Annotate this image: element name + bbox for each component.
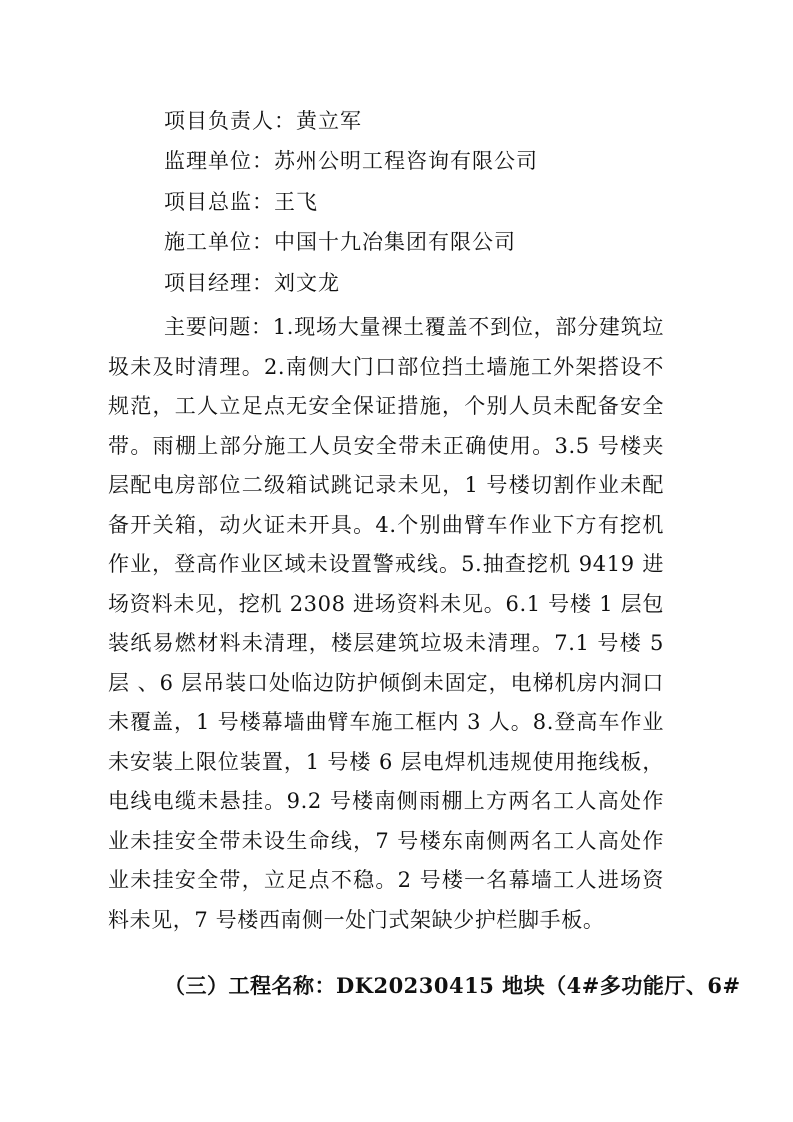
project-manager-line: 项目负责人：黄立军 (164, 109, 362, 133)
supervision-unit-line: 监理单位：苏州公明工程咨询有限公司 (164, 149, 538, 173)
section-three-heading: （三）工程名称：DK20230415 地块（4#多功能厅、6# (164, 973, 741, 998)
construction-unit-line: 施工单位：中国十九冶集团有限公司 (164, 230, 516, 254)
main-issues-paragraph: 主要问题：1.现场大量裸土覆盖不到位，部分建筑垃圾未及时清理。2.南侧大门口部位挡土墙施工外架搭设不规范，工人立足点无安全保证措施，个别人员未配备安全带。雨棚上部分施工人员安全带未正确使用。3.5 号楼夹层配电房部位二级箱试跳记录未见，1 号楼切割作业未配备开关箱，动火证未开具。4.个别曲臂车作业下方有挖机作业，登高作业区域未设置警戒线。5.抽查挖机 9419 进场资料未见，挖机 2308 进场资料未见。6.1 号楼 1 层包装纸易燃材料未清理，楼层建筑垃圾未清理。7.1 号楼 5 层 、6 层吊装口处临边防护倾倒未固定，电梯机房内洞口未覆盖，1 号楼幕墙曲臂车施工框内 3 人。8.登高车作业未安装上限位装置，1 号楼 6 层电焊机违规使用拖线板，电线电缆未悬挂。9.2 号楼南侧雨棚上方两名工人高处作业未挂安全带未设生命线，7 号楼东南侧两名工人高处作业未挂安全带，立足点不稳。2 号楼一名幕墙工人进场资料未见，7 号楼西南侧一处门式架缺少护栏脚手板。 (108, 315, 664, 932)
chief-supervisor-line: 项目总监：王飞 (164, 190, 318, 214)
construction-manager-line: 项目经理：刘文龙 (164, 271, 340, 295)
